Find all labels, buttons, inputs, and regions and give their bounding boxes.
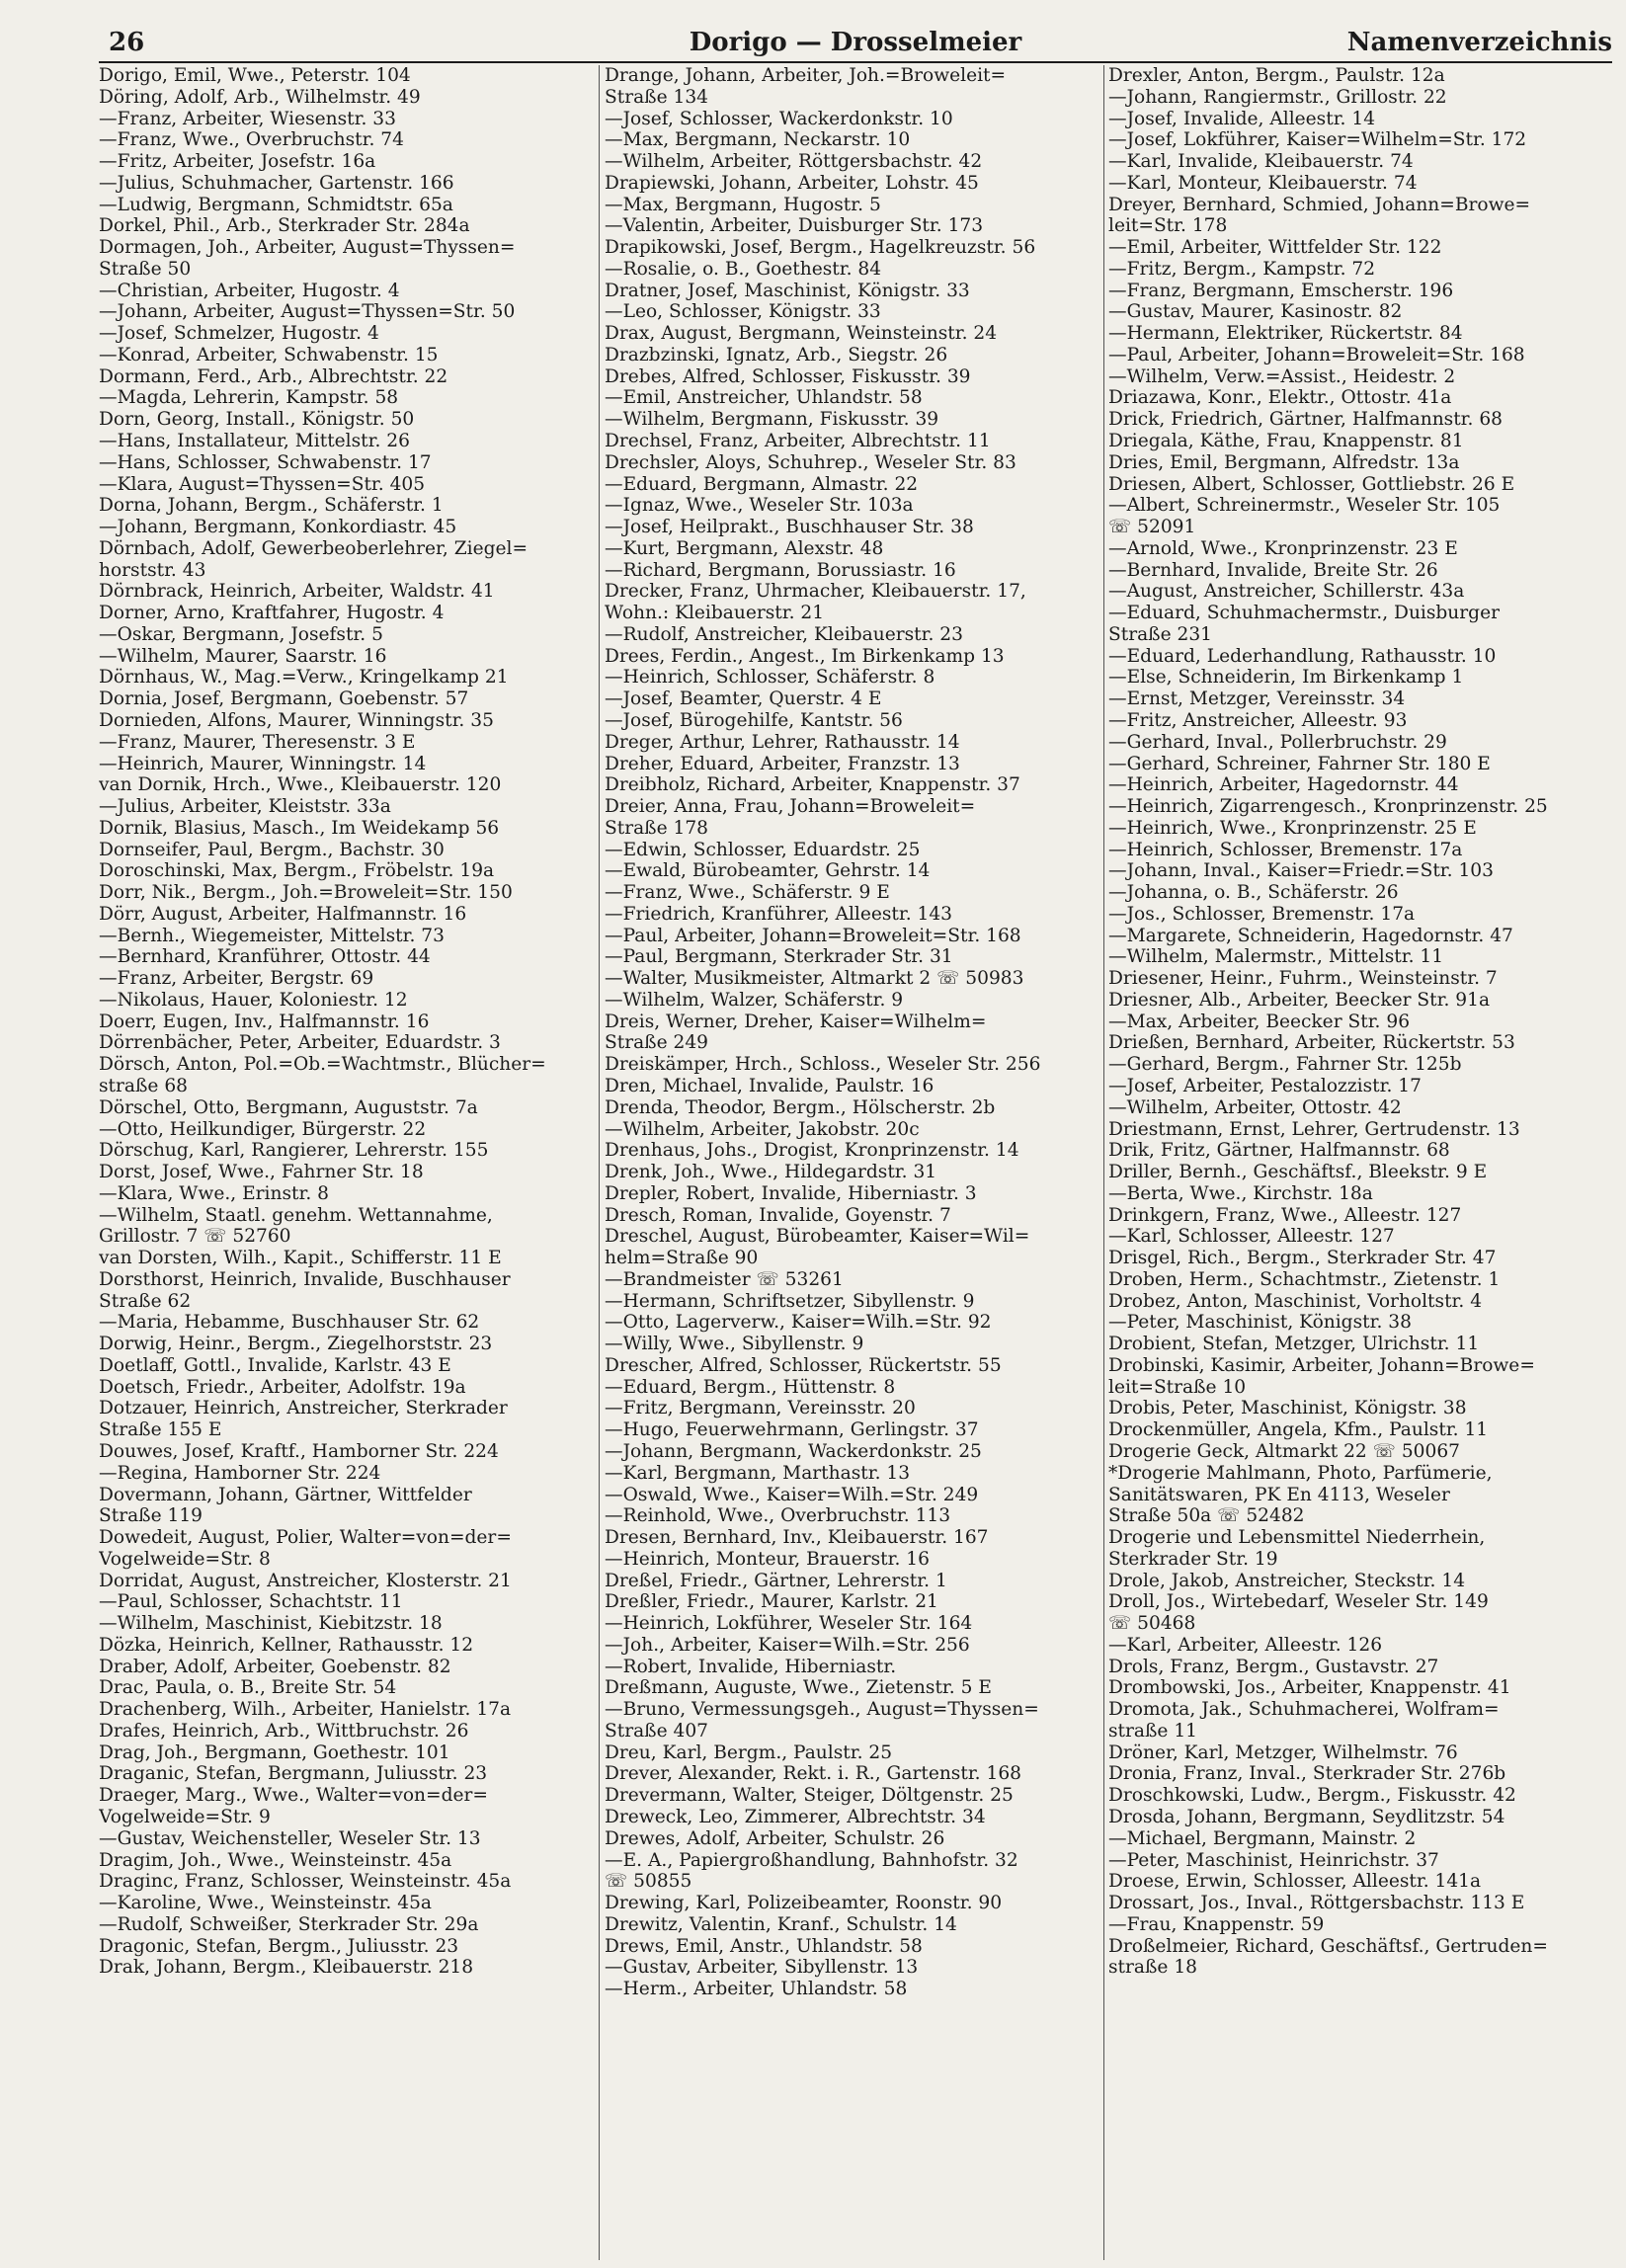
- directory-entry: Drange, Johann, Arbeiter, Joh.=Broweleit=: [605, 65, 1007, 86]
- directory-entry: Dorwig, Heinr., Bergm., Ziegelhorststr. 23: [99, 1334, 493, 1355]
- directory-entry: —Klara, August=Thyssen=Str. 405: [99, 473, 426, 495]
- directory-entry: —Rosalie, o. B., Goethestr. 84: [605, 258, 882, 280]
- directory-entry: Drombowski, Jos., Arbeiter, Knappenstr. 41: [1108, 1677, 1511, 1699]
- directory-entry: Dörnbrack, Heinrich, Arbeiter, Waldstr. 41: [99, 581, 495, 603]
- directory-entry: —Nikolaus, Hauer, Koloniestr. 12: [99, 989, 408, 1011]
- directory-entry: Dreier, Anna, Frau, Johann=Broweleit=: [605, 796, 976, 818]
- directory-entry: Driegala, Käthe, Frau, Knappenstr. 81: [1108, 431, 1464, 452]
- directory-entry: ☏ 50855: [605, 1871, 692, 1893]
- directory-entry: —Josef, Invalide, Alleestr. 14: [1108, 108, 1376, 129]
- directory-entry: —Albert, Schreinermstr., Weseler Str. 105: [1108, 495, 1501, 517]
- column-divider-2: [1103, 65, 1104, 2260]
- directory-entry: —Bernh., Wiegemeister, Mittelstr. 73: [99, 925, 445, 946]
- directory-entry: Drax, August, Bergmann, Weinsteinstr. 24: [605, 323, 998, 345]
- directory-entry: Dörnhaus, W., Mag.=Verw., Kringelkamp 21: [99, 667, 509, 688]
- directory-entry: Dözka, Heinrich, Kellner, Rathausstr. 12: [99, 1634, 474, 1656]
- directory-entry: Droschkowski, Ludw., Bergm., Fiskusstr. 42: [1108, 1785, 1516, 1807]
- directory-entry: —Bernhard, Invalide, Breite Str. 26: [1108, 559, 1438, 581]
- directory-entry: Sanitätswaren, PK En 4113, Weseler: [1108, 1484, 1450, 1505]
- directory-entry: —Gerhard, Schreiner, Fahrner Str. 180 E: [1108, 753, 1491, 774]
- directory-entry: —Hermann, Schriftsetzer, Sibyllenstr. 9: [605, 1290, 975, 1312]
- directory-entry: —Karl, Invalide, Kleibauerstr. 74: [1108, 151, 1414, 173]
- directory-entry: Dorkel, Phil., Arb., Sterkrader Str. 284a: [99, 215, 470, 237]
- directory-entry: Doerr, Eugen, Inv., Halfmannstr. 16: [99, 1011, 430, 1032]
- directory-entry: —Karl, Arbeiter, Alleestr. 126: [1108, 1634, 1383, 1656]
- directory-entry: Dreher, Eduard, Arbeiter, Franzstr. 13: [605, 753, 960, 774]
- directory-entry: Drecker, Franz, Uhrmacher, Kleibauerstr. 17,: [605, 581, 1026, 603]
- directory-entry: Dovermann, Johann, Gärtner, Wittfelder: [99, 1484, 472, 1505]
- directory-entry: —Franz, Bergmann, Emscherstr. 196: [1108, 280, 1454, 301]
- directory-column-1: [99, 65, 595, 2260]
- directory-entry: —Johanna, o. B., Schäferstr. 26: [1108, 882, 1399, 904]
- directory-entry: —Ludwig, Bergmann, Schmidtstr. 65a: [99, 194, 453, 215]
- directory-entry: Drisgel, Rich., Bergm., Sterkrader Str. 47: [1108, 1248, 1497, 1269]
- directory-entry: —Fritz, Anstreicher, Alleestr. 93: [1108, 709, 1408, 731]
- directory-entry: Douwes, Josef, Kraftf., Hamborner Str. 224: [99, 1441, 499, 1462]
- directory-entry: Vogelweide=Str. 8: [99, 1548, 271, 1570]
- directory-entry: —Richard, Bergmann, Borussiastr. 16: [605, 559, 956, 581]
- directory-entry: —Oskar, Bergmann, Josefstr. 5: [99, 623, 383, 645]
- directory-entry: —Bruno, Vermessungsgeh., August=Thyssen=: [605, 1699, 1039, 1721]
- directory-entry: —Maria, Hebamme, Buschhauser Str. 62: [99, 1312, 480, 1334]
- directory-entry: Dörnbach, Adolf, Gewerbeoberlehrer, Ziegel=: [99, 537, 528, 559]
- directory-entry: —Josef, Heilprakt., Buschhauser Str. 38: [605, 517, 974, 538]
- directory-entry: Drees, Ferdin., Angest., Im Birkenkamp 13: [605, 645, 1005, 667]
- directory-entry: —Gerhard, Bergm., Fahrner Str. 125b: [1108, 1054, 1462, 1076]
- directory-entry: Dreis, Werner, Dreher, Kaiser=Wilhelm=: [605, 1011, 987, 1032]
- directory-entry: —Joh., Arbeiter, Kaiser=Wilh.=Str. 256: [605, 1634, 970, 1656]
- directory-entry: Dreger, Arthur, Lehrer, Rathausstr. 14: [605, 731, 960, 753]
- directory-entry: Drosda, Johann, Bergmann, Seydlitzstr. 54: [1108, 1807, 1505, 1828]
- directory-entry: Dries, Emil, Bergmann, Alfredstr. 13a: [1108, 451, 1460, 473]
- directory-entry: —Julius, Arbeiter, Kleiststr. 33a: [99, 796, 391, 818]
- directory-entry: —Wilhelm, Arbeiter, Röttgersbachstr. 42: [605, 151, 983, 173]
- directory-entry: —Josef, Schmelzer, Hugostr. 4: [99, 323, 379, 345]
- directory-entry: Drapikowski, Josef, Bergm., Hagelkreuzstr. 56: [605, 237, 1036, 259]
- directory-entry: —Robert, Invalide, Hiberniastr.: [605, 1656, 897, 1677]
- directory-entry: —August, Anstreicher, Schillerstr. 43a: [1108, 581, 1465, 603]
- directory-entry: —Heinrich, Maurer, Winningstr. 14: [99, 753, 427, 774]
- directory-entry: Straße 231: [1108, 623, 1213, 645]
- directory-entry: Draber, Adolf, Arbeiter, Goebenstr. 82: [99, 1656, 451, 1677]
- directory-entry: —E. A., Papiergroßhandlung, Bahnhofstr. 32: [605, 1849, 1018, 1871]
- directory-entry: —Gustav, Arbeiter, Sibyllenstr. 13: [605, 1957, 919, 1979]
- directory-entry: —Josef, Lokführer, Kaiser=Wilhelm=Str. 172: [1108, 129, 1527, 151]
- directory-entry: straße 18: [1108, 1957, 1197, 1979]
- directory-entry: Drogerie Geck, Altmarkt 22 ☏ 50067: [1108, 1441, 1460, 1462]
- directory-entry: Dreyer, Bernhard, Schmied, Johann=Browe=: [1108, 194, 1531, 215]
- directory-entry: Wohn.: Kleibauerstr. 21: [605, 603, 825, 624]
- directory-entry: —Regina, Hamborner Str. 224: [99, 1462, 381, 1484]
- directory-entry: —Klara, Wwe., Erinstr. 8: [99, 1182, 329, 1204]
- page-header: [99, 22, 1612, 63]
- directory-entry: Dormagen, Joh., Arbeiter, August=Thyssen=: [99, 237, 516, 259]
- directory-entry: —Fritz, Arbeiter, Josefstr. 16a: [99, 151, 376, 173]
- directory-entry: —Kurt, Bergmann, Alexstr. 48: [605, 537, 884, 559]
- directory-entry: Drac, Paula, o. B., Breite Str. 54: [99, 1677, 397, 1699]
- directory-entry: —Paul, Arbeiter, Johann=Broweleit=Str. 168: [605, 925, 1021, 946]
- directory-entry: Dorn, Georg, Install., Königstr. 50: [99, 409, 415, 431]
- directory-entry: —Walter, Musikmeister, Altmarkt 2 ☏ 50983: [605, 968, 1024, 990]
- directory-entry: —Christian, Arbeiter, Hugostr. 4: [99, 280, 400, 301]
- directory-entry: —Heinrich, Lokführer, Weseler Str. 164: [605, 1613, 973, 1635]
- directory-entry: Drapiewski, Johann, Arbeiter, Lohstr. 45: [605, 172, 979, 194]
- directory-entry: —Johann, Arbeiter, August=Thyssen=Str. 50: [99, 301, 516, 323]
- directory-entry: —Friedrich, Kranführer, Alleestr. 143: [605, 903, 953, 925]
- directory-entry: —Wilhelm, Malermstr., Mittelstr. 11: [1108, 946, 1444, 968]
- directory-entry: Straße 249: [605, 1032, 709, 1054]
- directory-entry: Dornia, Josef, Bergmann, Goebenstr. 57: [99, 688, 469, 710]
- directory-entry: Drescher, Alfred, Schlosser, Rückertstr. 55: [605, 1354, 1002, 1376]
- directory-entry: —Ignaz, Wwe., Weseler Str. 103a: [605, 495, 914, 517]
- directory-entry: —Max, Arbeiter, Beecker Str. 96: [1108, 1011, 1411, 1032]
- directory-entry: —Heinrich, Schlosser, Schäferstr. 8: [605, 667, 935, 688]
- directory-entry: —Leo, Schlosser, Königstr. 33: [605, 301, 881, 323]
- directory-entry: Drewitz, Valentin, Kranf., Schulstr. 14: [605, 1913, 957, 1935]
- directory-entry: Drazbzinski, Ignatz, Arb., Siegstr. 26: [605, 344, 948, 365]
- directory-entry: —Heinrich, Monteur, Brauerstr. 16: [605, 1548, 930, 1570]
- directory-entry: Dornik, Blasius, Masch., Im Weidekamp 56: [99, 817, 500, 839]
- directory-entry: Driesner, Alb., Arbeiter, Beecker Str. 91a: [1108, 989, 1491, 1011]
- directory-entry: —Wilhelm, Maschinist, Kiebitzstr. 18: [99, 1613, 443, 1635]
- directory-entry: Dorr, Nik., Bergm., Joh.=Broweleit=Str. 150: [99, 882, 513, 904]
- directory-entry: —Johann, Rangiermstr., Grillostr. 22: [1108, 86, 1447, 108]
- directory-entry: —Karl, Monteur, Kleibauerstr. 74: [1108, 172, 1418, 194]
- directory-entry: —Josef, Beamter, Querstr. 4 E: [605, 688, 882, 710]
- directory-entry: Dreiskämper, Hrch., Schloss., Weseler Str. 256: [605, 1054, 1041, 1076]
- directory-entry: —Franz, Arbeiter, Bergstr. 69: [99, 968, 374, 990]
- directory-entry: —Julius, Schuhmacher, Gartenstr. 166: [99, 172, 454, 194]
- directory-entry: Dreßler, Friedr., Maurer, Karlstr. 21: [605, 1591, 938, 1613]
- directory-entry: —Arnold, Wwe., Kronprinzenstr. 23 E: [1108, 537, 1458, 559]
- directory-entry: —Peter, Maschinist, Heinrichstr. 37: [1108, 1849, 1439, 1871]
- directory-entry: Driesen, Albert, Schlosser, Gottliebstr. 26 E: [1108, 473, 1515, 495]
- directory-entry: Straße 50a ☏ 52482: [1108, 1505, 1305, 1527]
- directory-entry: —Wilhelm, Walzer, Schäferstr. 9: [605, 989, 904, 1011]
- directory-entry: Straße 50: [99, 258, 192, 280]
- directory-entry: Straße 407: [605, 1720, 709, 1742]
- directory-entry: —Heinrich, Zigarrengesch., Kronprinzenstr. 25: [1108, 796, 1548, 818]
- directory-entry: —Karl, Bergmann, Marthastr. 13: [605, 1462, 911, 1484]
- directory-entry: Dronia, Franz, Inval., Sterkrader Str. 276b: [1108, 1763, 1506, 1785]
- directory-entry: —Berta, Wwe., Kirchstr. 18a: [1108, 1182, 1373, 1204]
- directory-entry: —Bernhard, Kranführer, Ottostr. 44: [99, 946, 431, 968]
- directory-entry: Dörr, August, Arbeiter, Halfmannstr. 16: [99, 903, 467, 925]
- directory-entry: —Valentin, Arbeiter, Duisburger Str. 173: [605, 215, 984, 237]
- directory-entry: —Paul, Arbeiter, Johann=Broweleit=Str. 168: [1108, 344, 1525, 365]
- directory-entry: Drockenmüller, Angela, Kfm., Paulstr. 11: [1108, 1419, 1489, 1441]
- directory-entry: —Frau, Knappenstr. 59: [1108, 1913, 1325, 1935]
- directory-entry: Droll, Jos., Wirtebedarf, Weseler Str. 149: [1108, 1591, 1489, 1613]
- directory-entry: Dorridat, August, Anstreicher, Klosterstr. 21: [99, 1570, 512, 1591]
- page-number: 26: [109, 28, 145, 57]
- directory-entry: Dröner, Karl, Metzger, Wilhelmstr. 76: [1108, 1742, 1458, 1763]
- directory-entry: —Wilhelm, Verw.=Assist., Heidestr. 2: [1108, 365, 1456, 387]
- directory-entry: —Hermann, Elektriker, Rückertstr. 84: [1108, 323, 1463, 345]
- directory-entry: straße 11: [1108, 1720, 1197, 1742]
- directory-entry: leit=Str. 178: [1108, 215, 1228, 237]
- directory-entry: Drenhaus, Johs., Drogist, Kronprinzenstr. 14: [605, 1140, 1019, 1162]
- directory-entry: Draeger, Marg., Wwe., Walter=von=der=: [99, 1785, 488, 1807]
- directory-entry: —Edwin, Schlosser, Eduardstr. 25: [605, 839, 921, 860]
- directory-entry: Dormann, Ferd., Arb., Albrechtstr. 22: [99, 365, 448, 387]
- directory-entry: —Willy, Wwe., Sibyllenstr. 9: [605, 1334, 864, 1355]
- directory-entry: Drenda, Theodor, Bergm., Hölscherstr. 2b: [605, 1096, 996, 1118]
- directory-entry: —Josef, Bürogehilfe, Kantstr. 56: [605, 709, 903, 731]
- directory-entry: Driller, Bernh., Geschäftsf., Bleekstr. 9 E: [1108, 1162, 1488, 1183]
- directory-entry: straße 68: [99, 1075, 188, 1096]
- directory-entry: —Brandmeister ☏ 53261: [605, 1268, 844, 1290]
- directory-entry: —Max, Bergmann, Neckarstr. 10: [605, 129, 911, 151]
- directory-entry: Straße 119: [99, 1505, 203, 1527]
- directory-entry: Dotzauer, Heinrich, Anstreicher, Sterkrader: [99, 1398, 508, 1419]
- directory-entry: Drols, Franz, Bergm., Gustavstr. 27: [1108, 1656, 1439, 1677]
- directory-entry: Dorigo, Emil, Wwe., Peterstr. 104: [99, 65, 411, 86]
- directory-entry: Drafes, Heinrich, Arb., Wittbruchstr. 26: [99, 1720, 469, 1742]
- directory-entry: —Johann, Bergmann, Wackerdonkstr. 25: [605, 1441, 982, 1462]
- directory-entry: —Wilhelm, Bergmann, Fiskusstr. 39: [605, 409, 939, 431]
- column-divider-1: [599, 65, 600, 2260]
- directory-entry: Straße 62: [99, 1290, 192, 1312]
- directory-entry: Drogerie und Lebensmittel Niederrhein,: [1108, 1527, 1486, 1549]
- directory-entry: —Josef, Arbeiter, Pestalozzistr. 17: [1108, 1075, 1422, 1096]
- directory-entry: —Johann, Bergmann, Konkordiastr. 45: [99, 517, 457, 538]
- directory-entry: Driestmann, Ernst, Lehrer, Gertrudenstr. 13: [1108, 1118, 1520, 1140]
- directory-entry: Dornieden, Alfons, Maurer, Winningstr. 35: [99, 709, 494, 731]
- directory-entry: horststr. 43: [99, 559, 206, 581]
- directory-entry: Dorsthorst, Heinrich, Invalide, Buschhauser: [99, 1268, 511, 1290]
- directory-entry: —Hugo, Feuerwehrmann, Gerlingstr. 37: [605, 1419, 979, 1441]
- directory-entry: —Gustav, Maurer, Kasinostr. 82: [1108, 301, 1403, 323]
- directory-entry: —Karoline, Wwe., Weinsteinstr. 45a: [99, 1893, 432, 1914]
- directory-entry: Dren, Michael, Invalide, Paulstr. 16: [605, 1075, 935, 1096]
- page-title: Dorigo — Drosselmeier: [689, 28, 1022, 57]
- directory-entry: Drechsel, Franz, Arbeiter, Albrechtstr. 11: [605, 431, 991, 452]
- directory-entry: Droßelmeier, Richard, Geschäftsf., Gertruden=: [1108, 1935, 1548, 1957]
- directory-entry: ☏ 50468: [1108, 1613, 1196, 1635]
- directory-entry: Dratner, Josef, Maschinist, Königstr. 33: [605, 280, 970, 301]
- directory-entry: —Michael, Bergmann, Mainstr. 2: [1108, 1827, 1417, 1849]
- directory-entry: Drobinski, Kasimir, Arbeiter, Johann=Browe=: [1108, 1354, 1535, 1376]
- directory-entry: Drag, Joh., Bergmann, Goethestr. 101: [99, 1742, 450, 1763]
- directory-entry: van Dornik, Hrch., Wwe., Kleibauerstr. 120: [99, 774, 502, 796]
- directory-entry: Straße 178: [605, 817, 709, 839]
- directory-entry: —Paul, Bergmann, Sterkrader Str. 31: [605, 946, 953, 968]
- directory-column-3: [1108, 65, 1614, 2260]
- directory-entry: —Peter, Maschinist, Königstr. 38: [1108, 1312, 1412, 1334]
- directory-entry: —Hans, Schlosser, Schwabenstr. 17: [99, 451, 432, 473]
- directory-entry: —Jos., Schlosser, Bremenstr. 17a: [1108, 903, 1416, 925]
- directory-entry: Drever, Alexander, Rekt. i. R., Gartenstr. 168: [605, 1763, 1021, 1785]
- directory-entry: Drechsler, Aloys, Schuhrep., Weseler Str. 83: [605, 451, 1016, 473]
- directory-entry: Drinkgern, Franz, Wwe., Alleestr. 127: [1108, 1204, 1462, 1226]
- section-title: Namenverzeichnis: [1346, 28, 1612, 57]
- directory-entry: Dreßmann, Auguste, Wwe., Zietenstr. 5 E: [605, 1677, 992, 1699]
- directory-entry: —Emil, Arbeiter, Wittfelder Str. 122: [1108, 237, 1442, 259]
- directory-entry: Dragonic, Stefan, Bergm., Juliusstr. 23: [99, 1935, 459, 1957]
- directory-entry: Drobis, Peter, Maschinist, Königstr. 38: [1108, 1398, 1467, 1419]
- directory-entry: —Rudolf, Schweißer, Sterkrader Str. 29a: [99, 1913, 479, 1935]
- directory-entry: Draganic, Stefan, Bergmann, Juliusstr. 23: [99, 1763, 488, 1785]
- directory-entry: —Konrad, Arbeiter, Schwabenstr. 15: [99, 344, 439, 365]
- directory-entry: —Paul, Schlosser, Schachtstr. 11: [99, 1591, 403, 1613]
- directory-entry: Drossart, Jos., Inval., Röttgersbachstr. 113 E: [1108, 1893, 1525, 1914]
- directory-entry: Drepler, Robert, Invalide, Hiberniastr. 3: [605, 1182, 977, 1204]
- directory-entry: Drak, Johann, Bergm., Kleibauerstr. 218: [99, 1957, 474, 1979]
- directory-entry: Dornseifer, Paul, Bergm., Bachstr. 30: [99, 839, 445, 860]
- directory-entry: Dromota, Jak., Schuhmacherei, Wolfram=: [1108, 1699, 1500, 1721]
- directory-entry: helm=Straße 90: [605, 1248, 759, 1269]
- directory-entry: Dörschug, Karl, Rangierer, Lehrerstr. 155: [99, 1140, 489, 1162]
- directory-entry: Drick, Friedrich, Gärtner, Halfmannstr. 68: [1108, 409, 1504, 431]
- directory-entry: Dreibholz, Richard, Arbeiter, Knappenstr. 37: [605, 774, 1020, 796]
- directory-entry: Döring, Adolf, Arb., Wilhelmstr. 49: [99, 86, 421, 108]
- directory-entry: —Johann, Inval., Kaiser=Friedr.=Str. 103: [1108, 860, 1494, 882]
- directory-entry: Draginc, Franz, Schlosser, Weinsteinstr. 45a: [99, 1871, 512, 1893]
- directory-entry: —Wilhelm, Maurer, Saarstr. 16: [99, 645, 387, 667]
- directory-entry: —Wilhelm, Staatl. genehm. Wettannahme,: [99, 1204, 493, 1226]
- directory-entry: Dreu, Karl, Bergm., Paulstr. 25: [605, 1742, 893, 1763]
- directory-entry: —Eduard, Bergm., Hüttenstr. 8: [605, 1376, 896, 1398]
- directory-entry: —Franz, Maurer, Theresenstr. 3 E: [99, 731, 416, 753]
- directory-entry: —Else, Schneiderin, Im Birkenkamp 1: [1108, 667, 1464, 688]
- directory-entry: Droese, Erwin, Schlosser, Alleestr. 141a: [1108, 1871, 1482, 1893]
- directory-entry: —Franz, Wwe., Overbruchstr. 74: [99, 129, 404, 151]
- directory-entry: —Franz, Wwe., Schäferstr. 9 E: [605, 882, 890, 904]
- directory-entry: Drole, Jakob, Anstreicher, Steckstr. 14: [1108, 1570, 1466, 1591]
- directory-entry: Doetlaff, Gottl., Invalide, Karlstr. 43 E: [99, 1354, 451, 1376]
- directory-entry: Drobient, Stefan, Metzger, Ulrichstr. 11: [1108, 1334, 1480, 1355]
- directory-entry: —Wilhelm, Arbeiter, Ottostr. 42: [1108, 1096, 1402, 1118]
- directory-entry: —Otto, Heilkundiger, Bürgerstr. 22: [99, 1118, 427, 1140]
- directory-entry: Dörrenbächer, Peter, Arbeiter, Eduardstr. 3: [99, 1032, 501, 1054]
- directory-entry: Dresch, Roman, Invalide, Goyenstr. 7: [605, 1204, 951, 1226]
- directory-entry: Drebes, Alfred, Schlosser, Fiskusstr. 39: [605, 365, 971, 387]
- directory-entry: —Heinrich, Wwe., Kronprinzenstr. 25 E: [1108, 817, 1477, 839]
- directory-entry: Straße 155 E: [99, 1419, 222, 1441]
- directory-entry: Drachenberg, Wilh., Arbeiter, Hanielstr. 17a: [99, 1699, 512, 1721]
- directory-column-2: [605, 65, 1100, 2260]
- directory-entry: —Fritz, Bergmann, Vereinsstr. 20: [605, 1398, 916, 1419]
- directory-entry: —Oswald, Wwe., Kaiser=Wilh.=Str. 249: [605, 1484, 979, 1505]
- directory-entry: Dorner, Arno, Kraftfahrer, Hugostr. 4: [99, 603, 445, 624]
- directory-entry: —Magda, Lehrerin, Kampstr. 58: [99, 387, 399, 409]
- directory-entry: Sterkrader Str. 19: [1108, 1548, 1278, 1570]
- directory-entry: *Drogerie Mahlmann, Photo, Parfümerie,: [1108, 1462, 1493, 1484]
- directory-entry: Dörschel, Otto, Bergmann, Auguststr. 7a: [99, 1096, 478, 1118]
- directory-entry: Droben, Herm., Schachtmstr., Zietenstr. 1: [1108, 1268, 1501, 1290]
- directory-entry: —Eduard, Schuhmachermstr., Duisburger: [1108, 603, 1500, 624]
- directory-entry: —Gustav, Weichensteller, Weseler Str. 13: [99, 1827, 481, 1849]
- directory-entry: Dorna, Johann, Bergm., Schäferstr. 1: [99, 495, 444, 517]
- directory-entry: Drewing, Karl, Polizeibeamter, Roonstr. 90: [605, 1893, 1003, 1914]
- directory-entry: Straße 134: [605, 86, 709, 108]
- directory-entry: —Herm., Arbeiter, Uhlandstr. 58: [605, 1979, 908, 2000]
- directory-entry: Drewes, Adolf, Arbeiter, Schulstr. 26: [605, 1827, 945, 1849]
- directory-entry: —Heinrich, Schlosser, Bremenstr. 17a: [1108, 839, 1463, 860]
- directory-entry: Dowedeit, August, Polier, Walter=von=der=: [99, 1527, 512, 1549]
- directory-entry: —Heinrich, Arbeiter, Hagedornstr. 44: [1108, 774, 1459, 796]
- directory-entry: —Margarete, Schneiderin, Hagedornstr. 47: [1108, 925, 1513, 946]
- directory-entry: —Ewald, Bürobeamter, Gehrstr. 14: [605, 860, 931, 882]
- directory-entry: Driesener, Heinr., Fuhrm., Weinsteinstr. 7: [1108, 968, 1498, 990]
- directory-entry: —Otto, Lagerverw., Kaiser=Wilh.=Str. 92: [605, 1312, 992, 1334]
- directory-entry: Drevermann, Walter, Steiger, Döltgenstr. 25: [605, 1785, 1014, 1807]
- directory-entry: —Emil, Anstreicher, Uhlandstr. 58: [605, 387, 923, 409]
- directory-entry: —Franz, Arbeiter, Wiesenstr. 33: [99, 108, 396, 129]
- directory-entry: —Max, Bergmann, Hugostr. 5: [605, 194, 881, 215]
- directory-entry: van Dorsten, Wilh., Kapit., Schifferstr. 11 E: [99, 1248, 502, 1269]
- directory-entry: Doetsch, Friedr., Arbeiter, Adolfstr. 19a: [99, 1376, 466, 1398]
- directory-entry: Dragim, Joh., Wwe., Weinsteinstr. 45a: [99, 1849, 452, 1871]
- directory-entry: —Eduard, Lederhandlung, Rathausstr. 10: [1108, 645, 1497, 667]
- directory-entry: leit=Straße 10: [1108, 1376, 1247, 1398]
- directory-entry: Dörsch, Anton, Pol.=Ob.=Wachtmstr., Blücher=: [99, 1054, 546, 1076]
- directory-entry: Drobez, Anton, Maschinist, Vorholtstr. 4: [1108, 1290, 1483, 1312]
- directory-entry: Dreßel, Friedr., Gärtner, Lehrerstr. 1: [605, 1570, 947, 1591]
- directory-entry: Dreweck, Leo, Zimmerer, Albrechtstr. 34: [605, 1807, 986, 1828]
- directory-entry: Dresen, Bernhard, Inv., Kleibauerstr. 167: [605, 1527, 989, 1549]
- directory-entry: Drexler, Anton, Bergm., Paulstr. 12a: [1108, 65, 1445, 86]
- directory-entry: Dreschel, August, Bürobeamter, Kaiser=Wil=: [605, 1226, 1030, 1248]
- directory-entry: —Fritz, Bergm., Kampstr. 72: [1108, 258, 1376, 280]
- directory-entry: Driazawa, Konr., Elektr., Ottostr. 41a: [1108, 387, 1452, 409]
- directory-entry: Vogelweide=Str. 9: [99, 1807, 271, 1828]
- directory-entry: —Hans, Installateur, Mittelstr. 26: [99, 431, 410, 452]
- directory-entry: —Eduard, Bergmann, Almastr. 22: [605, 473, 919, 495]
- directory-entry: Drews, Emil, Anstr., Uhlandstr. 58: [605, 1935, 923, 1957]
- directory-entry: —Gerhard, Inval., Pollerbruchstr. 29: [1108, 731, 1447, 753]
- directory-entry: Drießen, Bernhard, Arbeiter, Rückertstr. 53: [1108, 1032, 1515, 1054]
- directory-entry: Grillostr. 7 ☏ 52760: [99, 1226, 291, 1248]
- directory-entry: —Karl, Schlosser, Alleestr. 127: [1108, 1226, 1395, 1248]
- directory-entry: —Rudolf, Anstreicher, Kleibauerstr. 23: [605, 623, 963, 645]
- directory-entry: —Reinhold, Wwe., Overbruchstr. 113: [605, 1505, 951, 1527]
- directory-entry: ☏ 52091: [1108, 517, 1196, 538]
- directory-entry: Dorst, Josef, Wwe., Fahrner Str. 18: [99, 1162, 424, 1183]
- directory-entry: —Wilhelm, Arbeiter, Jakobstr. 20c: [605, 1118, 920, 1140]
- directory-entry: Drik, Fritz, Gärtner, Halfmannstr. 68: [1108, 1140, 1450, 1162]
- directory-entry: Doroschinski, Max, Bergm., Fröbelstr. 19a: [99, 860, 495, 882]
- directory-entry: —Josef, Schlosser, Wackerdonkstr. 10: [605, 108, 953, 129]
- directory-entry: —Ernst, Metzger, Vereinsstr. 34: [1108, 688, 1406, 710]
- directory-entry: Drenk, Joh., Wwe., Hildegardstr. 31: [605, 1162, 937, 1183]
